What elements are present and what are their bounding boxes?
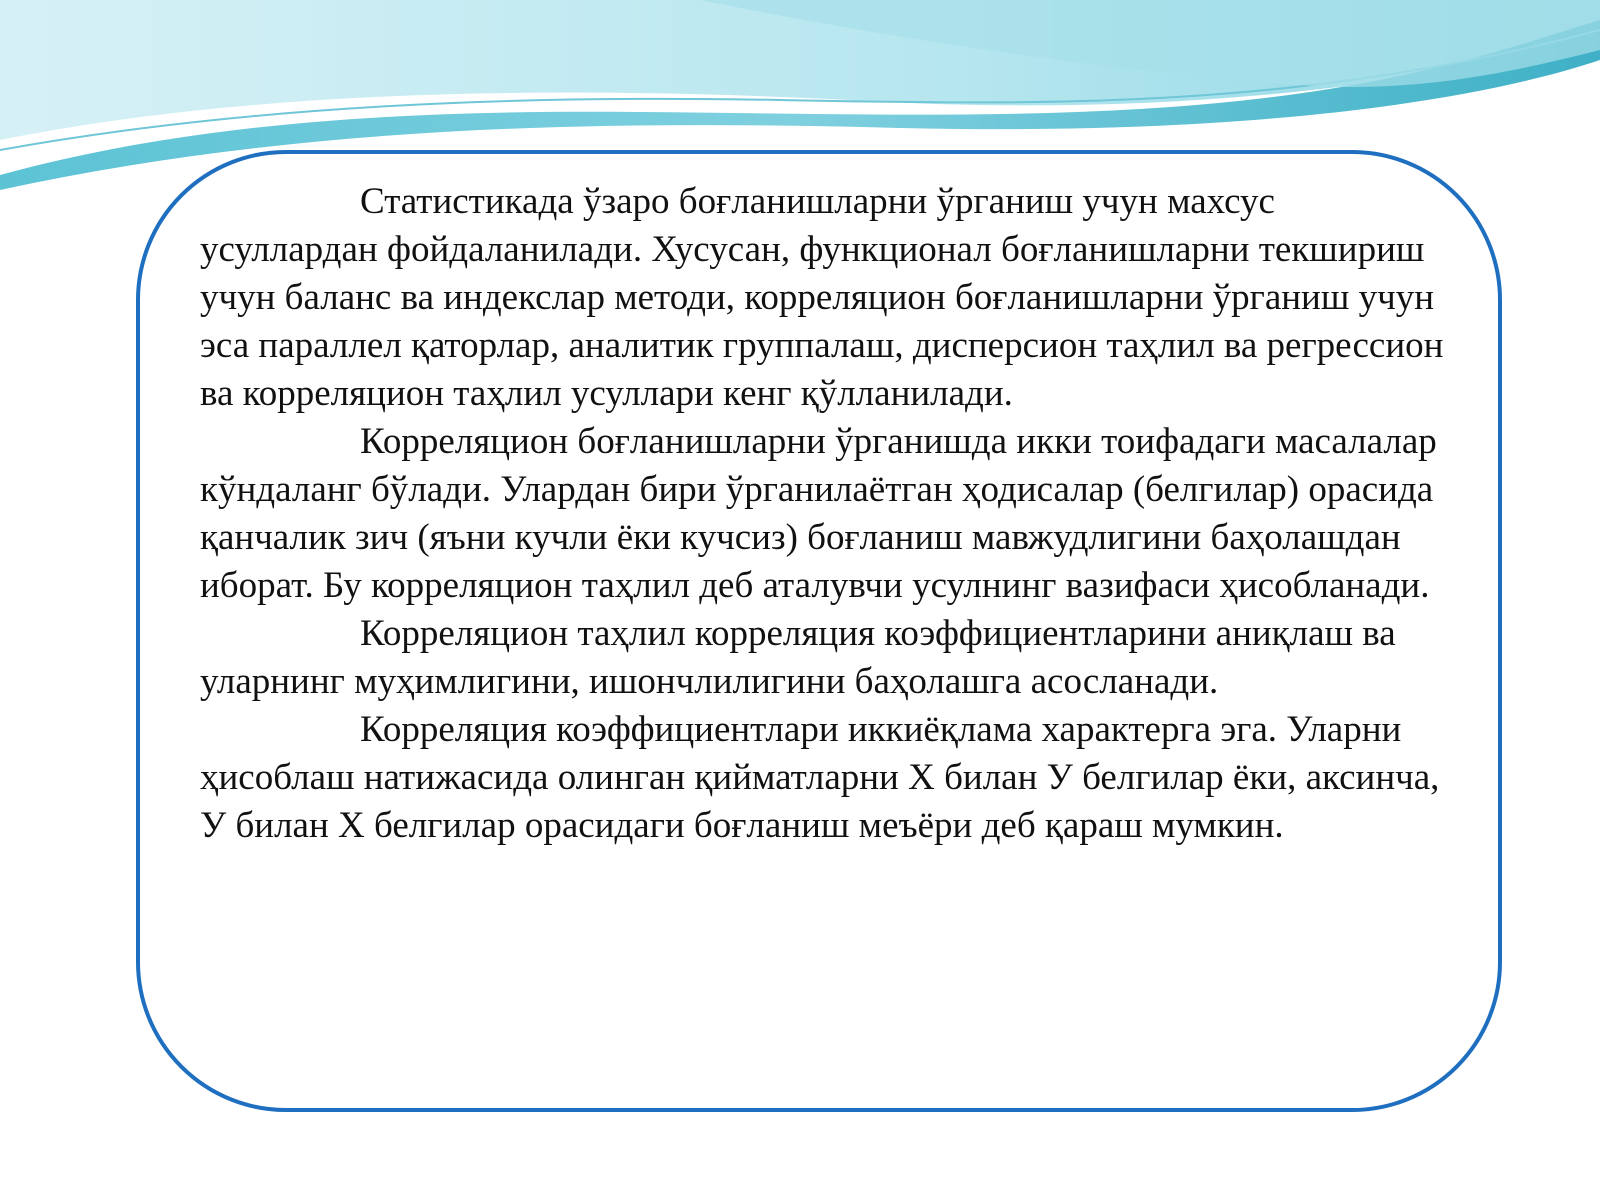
- body-text: [200, 178, 1450, 850]
- paragraph-4: Корреляция коэффициентлари иккиёқлама характерга эга. Уларни ҳисоблаш натижасида олинган қийматларни Х билан У белгилар ёки, аксинча, У билан Х белгилар орасидаги боғланиш меъёри деб қараш мумкин.: [200, 709, 1440, 846]
- paragraph-3: Корреляцион таҳлил корреляция коэффициентларини аниқлаш ва уларнинг муҳимлигини, ишончлилигини баҳолашга асосланади.: [200, 613, 1396, 702]
- paragraph-2: Корреляцион боғланишларни ўрганишда икки тоифадаги масалалар кўндаланг бўлади. Улардан бири ўрганилаётган ҳодисалар (белгилар) орасида қанчалик зич (яъни кучли ёки кучсиз) боғланиш мавжудлигини баҳолашдан иборат. Бу корреляцион таҳлил деб аталувчи усулнинг вазифаси ҳисобланади.: [200, 421, 1437, 606]
- paragraph-1: Статистикада ўзаро боғланишларни ўрганиш учун махсус усуллардан фойдаланилади. Хусусан, функционал боғланишларни текшириш учун баланс ва индекслар методи, корреляцион боғланишларни ўрганиш учун эса параллел қаторлар, аналитик группалаш, дисперсион таҳлил ва регрессион ва корреляцион таҳлил усуллари кенг қўлланилади.: [200, 181, 1444, 414]
